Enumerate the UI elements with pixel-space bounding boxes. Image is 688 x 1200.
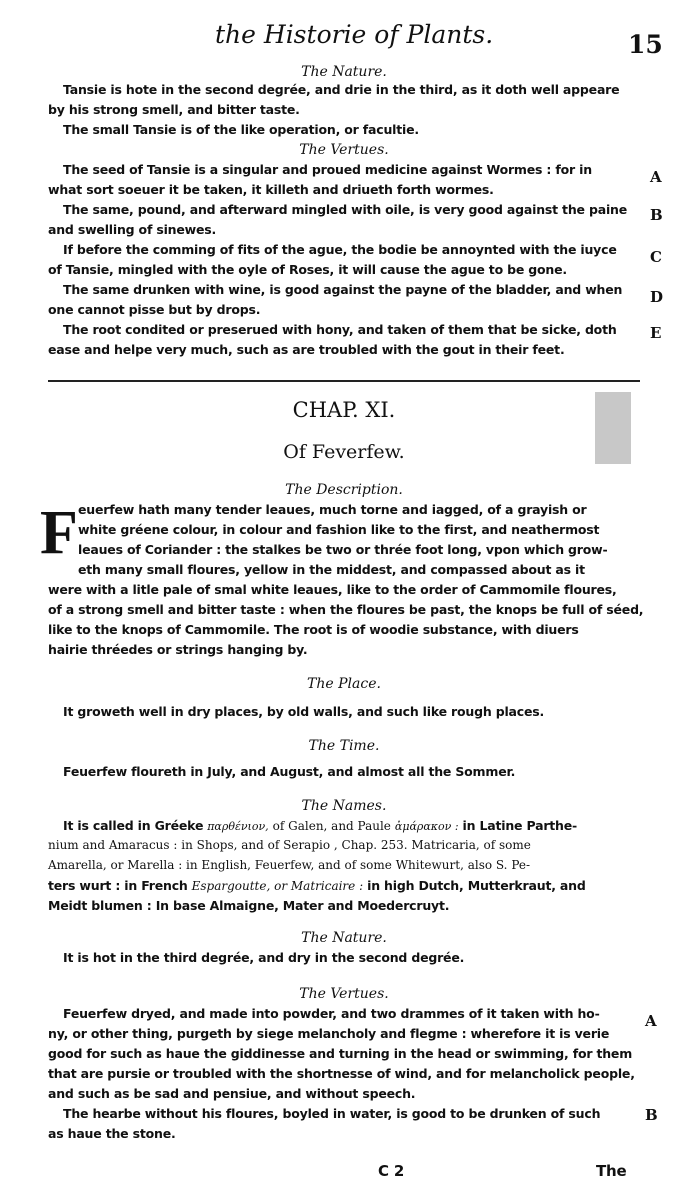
section-heading-place: The Place. (307, 676, 381, 692)
margin-letter: B (645, 1106, 658, 1124)
names-text: in Latine Parthe- (462, 818, 578, 833)
names-line (48, 878, 586, 893)
text-line: and such as be sad and pensiue, and without speech. (48, 1086, 416, 1101)
text-line: The seed of Tansie is a singular and proued medicine against Wormes : for in (63, 162, 592, 177)
text-line: It is hot in the third degrée, and dry in the second degrée. (63, 950, 465, 965)
names-line: Meidt blumen : In base Almaigne, Mater and Moedercruyt. (48, 898, 450, 913)
text-line: like to the knops of Cammomile. The root is of woodie substance, with diuers (48, 622, 579, 637)
text-line: eth many small floures, yellow in the middest, and compassed about as it (78, 562, 585, 577)
section-heading-time: The Time. (308, 738, 380, 754)
text-line: ease and helpe very much, such as are troubled with the gout in their feet. (48, 342, 565, 357)
text-line: If before the comming of fits of the ague, the bodie be annoynted with the iuyce (63, 242, 617, 257)
section-heading-vertues: The Vertues. (299, 986, 389, 1002)
text-line: The hearbe without his floures, boyled in water, is good to be drunken of such (63, 1106, 601, 1121)
margin-letter: A (645, 1012, 657, 1030)
text-line: euerfew hath many tender leaues, much torne and iagged, of a grayish or (78, 502, 587, 517)
section-heading-vertues: The Vertues. (299, 142, 389, 158)
chapter-number: CHAP. XI. (292, 398, 396, 422)
text-line: ny, or other thing, purgeth by siege melancholy and flegme : wherefore it is verie (48, 1026, 610, 1041)
section-heading-nature: The Nature. (301, 64, 387, 80)
drop-cap: F (40, 499, 78, 567)
section-heading-nature: The Nature. (301, 930, 387, 946)
running-header-title: the Historie of Plants. (215, 20, 494, 49)
text-line: of a strong smell and bitter taste : when the floures be past, the knops be full of séed, (48, 602, 644, 617)
names-line (63, 818, 577, 833)
greek-word: ἀμάρακον : (394, 820, 459, 833)
margin-letter: D (650, 288, 664, 306)
margin-letter: E (650, 324, 662, 342)
text-line: and swelling of sinewes. (48, 222, 217, 237)
text-line: Tansie is hote in the second degrée, and drie in the third, as it doth well appeare (63, 82, 620, 97)
text-line: that are pursie or troubled with the shortnesse of wind, and for melancholick people, (48, 1066, 635, 1081)
text-line: of Tansie, mingled with the oyle of Roses, it will cause the ague to be gone. (48, 262, 567, 277)
text-line: hairie thréedes or strings hanging by. (48, 642, 308, 657)
names-line: nium and Amaracus : in Shops, and of Serapio , Chap. 253. Matricaria, of some (48, 838, 531, 852)
text-line: The same, pound, and afterward mingled with oile, is very good against the paine (63, 202, 628, 217)
text-line: good for such as haue the giddinesse and turning in the head or swimming, for them (48, 1046, 633, 1061)
text-line: were with a litle pale of smal white leaues, like to the order of Cammomile floures, (48, 582, 617, 597)
margin-letter: A (650, 168, 662, 186)
text-line: Feuerfew floureth in July, and August, and almost all the Sommer. (63, 764, 516, 779)
section-heading-names: The Names. (301, 798, 387, 814)
signature-mark: C 2 (378, 1162, 405, 1180)
text-line: Feuerfew dryed, and made into powder, and two drammes of it taken with ho- (63, 1006, 600, 1021)
names-line: Amarella, or Marella : in English, Feuerfew, and of some Whitewurt, also S. Pe- (48, 858, 531, 872)
names-text: in high Dutch, Mutterkraut, and (367, 878, 586, 893)
text-line: one cannot pisse but by drops. (48, 302, 261, 317)
french-names: Espargoutte, or Matricaire : (191, 879, 364, 893)
text-line: It groweth well in dry places, by old walls, and such like rough places. (63, 704, 545, 719)
catchword: The (596, 1162, 627, 1180)
text-line: by his strong smell, and bitter taste. (48, 102, 300, 117)
horizontal-rule (48, 380, 640, 382)
chapter-title: Of Feverfew. (283, 441, 405, 463)
margin-letter: C (650, 248, 662, 266)
page-number: 15 (628, 30, 663, 59)
text-line: white gréene colour, in colour and fashion like to the first, and neathermost (78, 522, 600, 537)
text-line: The small Tansie is of the like operation, or facultie. (63, 122, 419, 137)
names-text: It is called in Gréeke (63, 818, 204, 833)
text-line: as haue the stone. (48, 1126, 176, 1141)
margin-letter: B (650, 206, 663, 224)
greek-word: παρθένιον, (207, 820, 269, 833)
text-line: The root condited or preserued with hony, and taken of them that be sicke, doth (63, 322, 617, 337)
text-line: leaues of Coriander : the stalkes be two or thrée foot long, vpon which grow- (78, 542, 608, 557)
text-line: what sort soeuer it be taken, it killeth and driueth forth wormes. (48, 182, 494, 197)
names-text: of Galen, and Paule (272, 819, 391, 833)
text-line: The same drunken with wine, is good against the payne of the bladder, and when (63, 282, 623, 297)
section-heading-description: The Description. (285, 482, 403, 498)
names-text: ters wurt : in French (48, 878, 188, 893)
